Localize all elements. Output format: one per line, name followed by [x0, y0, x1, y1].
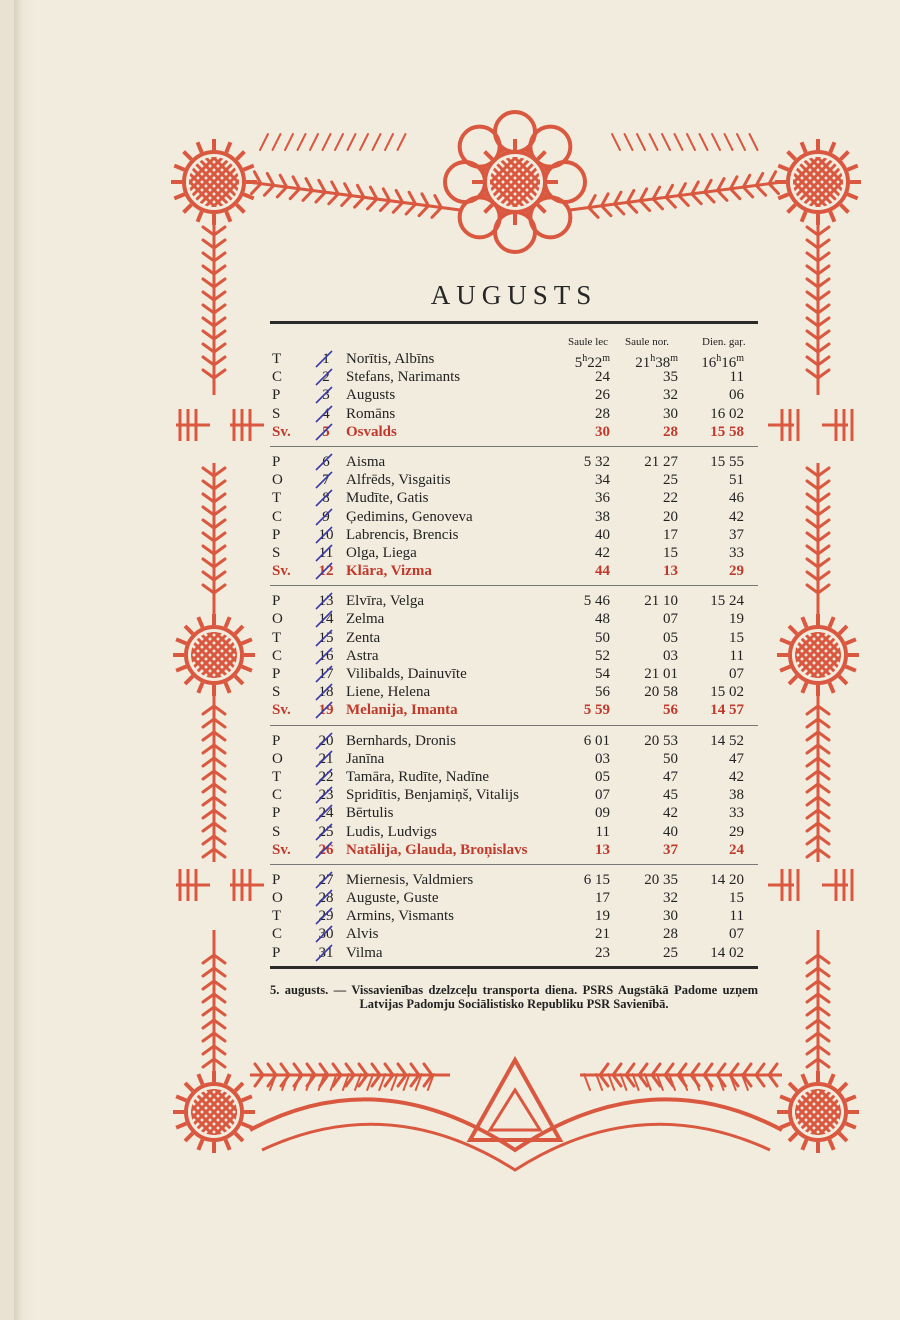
- day-row: [270, 768, 758, 786]
- weekday: P: [272, 387, 281, 404]
- name-day: Vilma: [346, 944, 383, 961]
- day-length: 06: [729, 387, 744, 404]
- name-day: Ludis, Ludvigs: [346, 823, 437, 840]
- weekday: O: [272, 750, 283, 767]
- name-day: Klāra, Vizma: [346, 563, 432, 580]
- day-length: 11: [729, 369, 744, 386]
- medallion-mid-right-icon: [766, 614, 870, 696]
- day-number: 21: [318, 750, 334, 767]
- weekday: Sv.: [272, 702, 291, 719]
- day-length: 24: [729, 841, 744, 858]
- day-row: [270, 629, 758, 647]
- day-length: 15: [729, 629, 744, 646]
- weekday: C: [272, 926, 283, 943]
- day-row: [270, 804, 758, 822]
- sunrise: 42: [595, 544, 610, 561]
- day-length: 19: [729, 611, 744, 628]
- day-number: 27: [318, 871, 334, 888]
- sunrise: 56: [595, 684, 610, 701]
- right-tuft-upper-icon: [822, 409, 852, 441]
- day-length: 14 02: [710, 944, 744, 961]
- weekday: T: [272, 629, 282, 646]
- weekday: P: [272, 453, 281, 470]
- day-row: [270, 823, 758, 841]
- day-number: 14: [318, 611, 334, 628]
- medallion-bottom-left-icon: [162, 1071, 266, 1153]
- sunrise: 05: [595, 768, 610, 785]
- sunset: 30: [663, 405, 678, 422]
- day-row: [270, 405, 758, 423]
- day-length: 11: [729, 908, 744, 925]
- day-number: 20: [318, 732, 334, 749]
- sunset: 47: [663, 768, 678, 785]
- day-number: 31: [318, 944, 334, 961]
- sunrise: 54: [595, 666, 610, 682]
- day-row: [270, 925, 758, 943]
- right-tuft-lower-inner-icon: [768, 869, 798, 901]
- medallion-mid-left-icon: [162, 614, 266, 696]
- day-number: 19: [318, 702, 334, 719]
- name-day: Olga, Liega: [346, 544, 417, 561]
- day-row: [270, 368, 758, 386]
- sunset: 40: [663, 823, 678, 840]
- day-row: [270, 592, 758, 610]
- left-fern-middle-a: [203, 463, 225, 618]
- day-number: 4: [322, 405, 330, 422]
- sunrise: 52: [595, 647, 610, 664]
- column-headers: [270, 324, 758, 350]
- name-day: Romāns: [346, 405, 396, 422]
- sunset: 13: [663, 563, 678, 580]
- header-sunset: Saule nor.: [625, 336, 669, 348]
- day-number: 16: [318, 647, 334, 664]
- sunrise: 34: [595, 472, 610, 489]
- sunrise: 11: [595, 823, 610, 840]
- day-row: [270, 683, 758, 701]
- name-day: Armins, Vismants: [346, 908, 454, 925]
- sunrise: 19: [595, 908, 610, 925]
- sunset: 20 53: [644, 732, 678, 749]
- name-day: Alfrēds, Visgaitis: [346, 472, 451, 489]
- name-day: Labrencis, Brencis: [346, 526, 459, 543]
- sunrise: 50: [595, 629, 610, 646]
- weeks-list: [270, 350, 758, 962]
- day-number: 13: [318, 593, 334, 610]
- sunset: 05: [663, 629, 678, 646]
- sunset: 50: [663, 750, 678, 767]
- name-day: Miernesis, Valdmiers: [346, 871, 474, 888]
- day-length: 15: [729, 890, 744, 907]
- left-fern-upper: [203, 222, 225, 395]
- day-row: [270, 471, 758, 489]
- header-daylength: Dien. gaŗ.: [702, 336, 746, 348]
- left-tuft-lower-inner-icon: [230, 869, 264, 901]
- day-number: 2: [322, 369, 330, 386]
- bottom-left-fern: [250, 1064, 450, 1086]
- footnote: 5. augusts. — Vissavienības dzelzceļu transporta diena. PSRS Augstākā Padome uzņem Latvijas Padomju Sociālistisko Republiku PSR Savienībā.: [270, 982, 758, 1011]
- sunset: 03: [663, 647, 678, 664]
- sunrise: 03: [595, 750, 610, 767]
- name-day: Vilibalds, Dainuvīte: [346, 666, 467, 682]
- top-right-hatch: [612, 134, 758, 150]
- day-length: 33: [729, 544, 744, 561]
- day-number: 29: [318, 908, 334, 925]
- weekday: S: [272, 405, 281, 422]
- day-row: [270, 750, 758, 768]
- sunrise: 13: [595, 841, 610, 858]
- sunset: 21$^h$38$^m$: [635, 353, 678, 371]
- day-number: 15: [318, 629, 334, 646]
- day-number: 7: [322, 472, 330, 489]
- weekday: O: [272, 890, 283, 907]
- day-row: [270, 544, 758, 562]
- sunset: 37: [663, 841, 678, 858]
- weekday: P: [272, 526, 281, 543]
- weekday: C: [272, 647, 283, 664]
- sunrise: 07: [595, 787, 610, 804]
- day-row: [270, 350, 758, 371]
- week-separator: [270, 585, 758, 586]
- sunset: 07: [663, 611, 678, 628]
- day-row: [270, 889, 758, 907]
- day-length: 15 02: [710, 684, 744, 701]
- name-day: Bernhards, Dronis: [346, 732, 456, 749]
- weekday: T: [272, 351, 282, 367]
- sunrise: 5$^h$22$^m$: [574, 353, 610, 371]
- day-row: [270, 647, 758, 665]
- name-day: Liene, Helena: [346, 684, 431, 701]
- sunset: 25: [663, 944, 678, 961]
- name-day: Augusts: [346, 387, 396, 404]
- sunrise: 40: [595, 526, 610, 543]
- day-length: 33: [729, 805, 744, 822]
- weekday: Sv.: [272, 563, 291, 580]
- day-length: 15 24: [710, 593, 744, 610]
- weekday: S: [272, 684, 281, 701]
- day-length: 37: [729, 526, 744, 543]
- weekday: P: [272, 666, 281, 682]
- weekday: T: [272, 490, 282, 507]
- sunrise: 6 15: [583, 871, 610, 888]
- day-number: 8: [322, 490, 330, 507]
- sunset: 35: [663, 369, 678, 386]
- sunrise: 09: [595, 805, 610, 822]
- left-tuft-lower-icon: [176, 869, 210, 901]
- right-tuft-upper-inner-icon: [768, 409, 798, 441]
- calendar-sheet: [270, 280, 758, 1011]
- name-day: Astra: [346, 647, 379, 664]
- day-number: 1: [322, 351, 330, 367]
- day-number: 25: [318, 823, 334, 840]
- day-length: 42: [729, 768, 744, 785]
- day-row: [270, 453, 758, 471]
- sunset: 21 01: [644, 666, 678, 682]
- day-length: 14 52: [710, 732, 744, 749]
- day-row: [270, 732, 758, 750]
- bottom-right-fern: [580, 1064, 782, 1086]
- day-row: [270, 944, 758, 962]
- sunset: 28: [663, 926, 678, 943]
- name-day: Aisma: [346, 453, 386, 470]
- month-title: AUGUSTS: [430, 280, 598, 310]
- day-length: 29: [729, 563, 744, 580]
- name-day: Auguste, Guste: [346, 890, 439, 907]
- sunset: 56: [663, 702, 678, 719]
- day-length: 14 57: [710, 702, 744, 719]
- sunrise: 23: [595, 944, 610, 961]
- left-tuft-upper-icon: [176, 409, 210, 441]
- top-left-hatch: [260, 134, 406, 150]
- sunrise: 28: [595, 405, 610, 422]
- name-day: Norītis, Albīns: [346, 351, 435, 367]
- day-number: 28: [318, 890, 334, 907]
- sunrise: 26: [595, 387, 610, 404]
- sunrise: 30: [595, 423, 610, 440]
- day-row: [270, 526, 758, 544]
- sunrise: 5 46: [583, 593, 610, 610]
- day-number: 18: [318, 684, 334, 701]
- sunset: 20 35: [644, 871, 678, 888]
- weekday: T: [272, 768, 282, 785]
- left-fern-lower: [203, 930, 225, 1072]
- day-number: 12: [318, 563, 334, 580]
- header-sunrise: Saule lec: [568, 336, 609, 348]
- day-row: [270, 423, 758, 441]
- day-length: 15 55: [710, 453, 744, 470]
- sunrise: 36: [595, 490, 610, 507]
- weekday: C: [272, 369, 283, 386]
- day-length: 07: [729, 666, 744, 682]
- sunset: 21 27: [644, 453, 678, 470]
- day-length: 15 58: [710, 423, 744, 440]
- name-day: Spridītis, Benjamiņš, Vitalijs: [346, 787, 519, 804]
- week-separator: [270, 864, 758, 865]
- day-number: 5: [322, 423, 330, 440]
- name-day: Bērtulis: [346, 805, 394, 822]
- week-separator: [270, 725, 758, 726]
- day-number: 30: [318, 926, 334, 943]
- day-length: 38: [729, 787, 744, 804]
- medallion-bottom-right-icon: [766, 1071, 870, 1153]
- day-length: 47: [729, 750, 744, 767]
- day-length: 29: [729, 823, 744, 840]
- day-length: 07: [729, 926, 744, 943]
- weekday: S: [272, 823, 281, 840]
- weekday: P: [272, 944, 281, 961]
- sunset: 25: [663, 472, 678, 489]
- sunset: 42: [663, 805, 678, 822]
- sunset: 20: [663, 508, 678, 525]
- day-row: [270, 841, 758, 859]
- top-right-fern: [570, 172, 782, 218]
- day-row: [270, 786, 758, 804]
- weekday: S: [272, 544, 281, 561]
- weekday: Sv.: [272, 423, 291, 440]
- day-number: 10: [318, 526, 334, 543]
- day-number: 6: [322, 453, 330, 470]
- name-day: Osvalds: [346, 423, 397, 440]
- sunrise: 17: [595, 890, 610, 907]
- sunrise: 21: [595, 926, 610, 943]
- sunset: 45: [663, 787, 678, 804]
- sunset: 32: [663, 387, 678, 404]
- sunset: 32: [663, 890, 678, 907]
- weekday: C: [272, 787, 283, 804]
- sunrise: 6 01: [583, 732, 610, 749]
- sunrise: 5 32: [583, 453, 610, 470]
- sunset: 21 10: [644, 593, 678, 610]
- weekday: C: [272, 508, 283, 525]
- right-tuft-lower-icon: [822, 869, 852, 901]
- right-fern-middle-a: [807, 463, 829, 618]
- day-number: 23: [318, 787, 334, 804]
- name-day: Zenta: [346, 629, 381, 646]
- day-row: [270, 562, 758, 580]
- day-row: [270, 871, 758, 889]
- day-row: [270, 610, 758, 628]
- day-number: 9: [322, 508, 330, 525]
- name-day: Zelma: [346, 611, 385, 628]
- day-number: 17: [318, 666, 334, 682]
- weekday: P: [272, 805, 281, 822]
- sunset: 28: [663, 423, 678, 440]
- day-length: 42: [729, 508, 744, 525]
- day-number: 3: [322, 387, 330, 404]
- day-length: 51: [729, 472, 744, 489]
- weekday: O: [272, 611, 283, 628]
- name-day: Tamāra, Rudīte, Nadīne: [346, 768, 490, 785]
- sunrise: 44: [595, 563, 610, 580]
- name-day: Janīna: [346, 750, 385, 767]
- name-day: Ģedimins, Genoveva: [346, 508, 473, 525]
- day-length: 11: [729, 647, 744, 664]
- day-row: [270, 907, 758, 925]
- top-left-fern: [248, 172, 460, 218]
- sunrise: 24: [595, 369, 610, 386]
- sunrise: 5 59: [583, 702, 610, 719]
- day-length: 14 20: [710, 871, 744, 888]
- left-tuft-upper-inner-icon: [230, 409, 264, 441]
- day-row: [270, 701, 758, 719]
- right-fern-middle-b: [807, 693, 829, 862]
- sunrise: 38: [595, 508, 610, 525]
- sunset: 22: [663, 490, 678, 507]
- weekday: P: [272, 871, 281, 888]
- name-day: Alvis: [346, 926, 379, 943]
- name-day: Mudīte, Gatis: [346, 490, 429, 507]
- weekday: O: [272, 472, 283, 489]
- top-flower-center-icon: [461, 139, 569, 225]
- name-day: Natālija, Glauda, Broņislavs: [346, 841, 528, 858]
- sunset: 30: [663, 908, 678, 925]
- sunset: 15: [663, 544, 678, 561]
- name-day: Stefans, Narimants: [346, 369, 461, 386]
- day-number: 26: [318, 841, 334, 858]
- day-row: [270, 508, 758, 526]
- name-day: Elvīra, Velga: [346, 593, 425, 610]
- day-length: 46: [729, 490, 744, 507]
- weekday: P: [272, 593, 281, 610]
- day-row: [270, 489, 758, 507]
- right-fern-lower: [807, 930, 829, 1072]
- sunrise: 48: [595, 611, 610, 628]
- day-number: 24: [318, 805, 334, 822]
- week-separator: [270, 446, 758, 447]
- weekday: P: [272, 732, 281, 749]
- day-number: 11: [318, 544, 334, 561]
- day-number: 22: [318, 768, 334, 785]
- day-row: [270, 665, 758, 683]
- name-day: Melanija, Imanta: [346, 702, 458, 719]
- sunset: 20 58: [644, 684, 678, 701]
- sunset: 17: [663, 526, 678, 543]
- day-length: 16$^h$16$^m$: [701, 353, 744, 371]
- bottom-rule: [270, 966, 758, 969]
- weekday: T: [272, 908, 282, 925]
- day-length: 16 02: [710, 405, 744, 422]
- left-fern-middle-b: [203, 693, 225, 862]
- right-fern-upper: [807, 222, 829, 395]
- weekday: Sv.: [272, 841, 291, 858]
- day-row: [270, 386, 758, 404]
